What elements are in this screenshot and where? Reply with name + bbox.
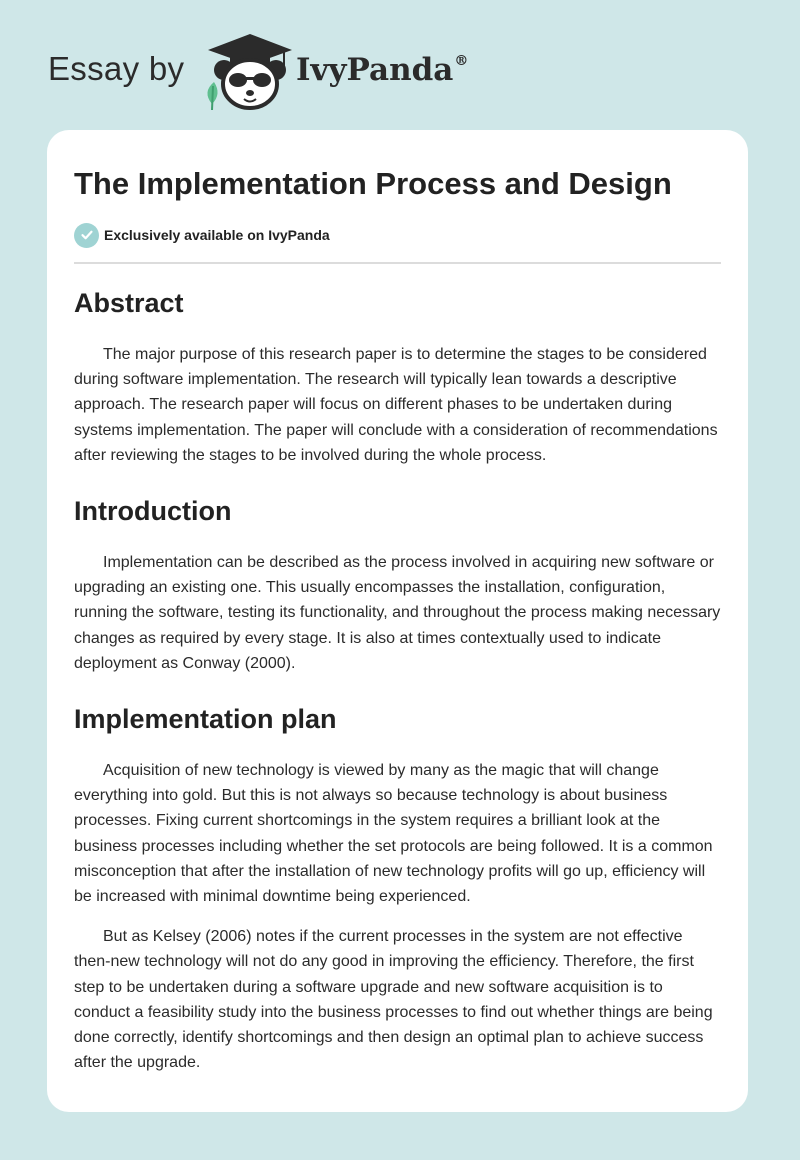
page-title: The Implementation Process and Design xyxy=(74,166,672,201)
panda-graduate-logo-icon[interactable] xyxy=(200,30,300,112)
document-card xyxy=(47,130,748,1112)
site-header xyxy=(0,0,800,130)
section-heading-abstract: Abstract xyxy=(74,288,184,318)
section-heading-implementation-plan: Implementation plan xyxy=(74,704,337,735)
exclusive-badge xyxy=(74,222,721,248)
essay-by-label: Essay by xyxy=(48,50,185,87)
brand-name[interactable]: IvyPanda® xyxy=(296,52,469,88)
registered-mark: ® xyxy=(454,52,469,69)
implementation-plan-paragraph-2: But as Kelsey (2006) notes if the current processes in the system are not effective then-new technology will not do any good in improving the efficiency. Therefore, the first step to be undertaken during a software upgrade and new software acquisition is to conduct a feasibility study into the business processes to find out whether things are being done correctly, identify shortcomings and then design an optimal plan to achieve success after the upgrade. xyxy=(74,928,713,1072)
introduction-paragraph: Implementation can be described as the process involved in acquiring new software or upgrading an existing one. This usually encompasses the installation, configuration, running the software, testing its functionality, and throughout the process making necessary changes as required by every stage. It is also at times contextually used to indicate deployment as Conway (2000). xyxy=(74,554,721,672)
abstract-paragraph: The major purpose of this research paper is to determine the stages to be considered during software implementation. The research will typically lean towards a descriptive approach. The research paper will focus on different phases to be undertaken during systems implementation. The paper will conclude with a consideration of recommendations after reviewing the stages to be involved during the whole process. xyxy=(74,346,718,464)
divider xyxy=(74,262,721,264)
section-heading-introduction: Introduction xyxy=(74,496,232,527)
exclusive-label: Exclusively available on IvyPanda xyxy=(104,227,330,243)
check-circle-icon xyxy=(74,223,99,248)
implementation-plan-paragraph-1: Acquisition of new technology is viewed by many as the magic that will change everything into gold. But this is not always so because technology is about business processes. Fixing current shortcomings in the system requires a brilliant look at the business processes including whether the set protocols are being followed. It is a common misconception that after the installation of new technology profits will go up, efficiency will be increased with minimal downtime being experienced. xyxy=(74,762,713,906)
